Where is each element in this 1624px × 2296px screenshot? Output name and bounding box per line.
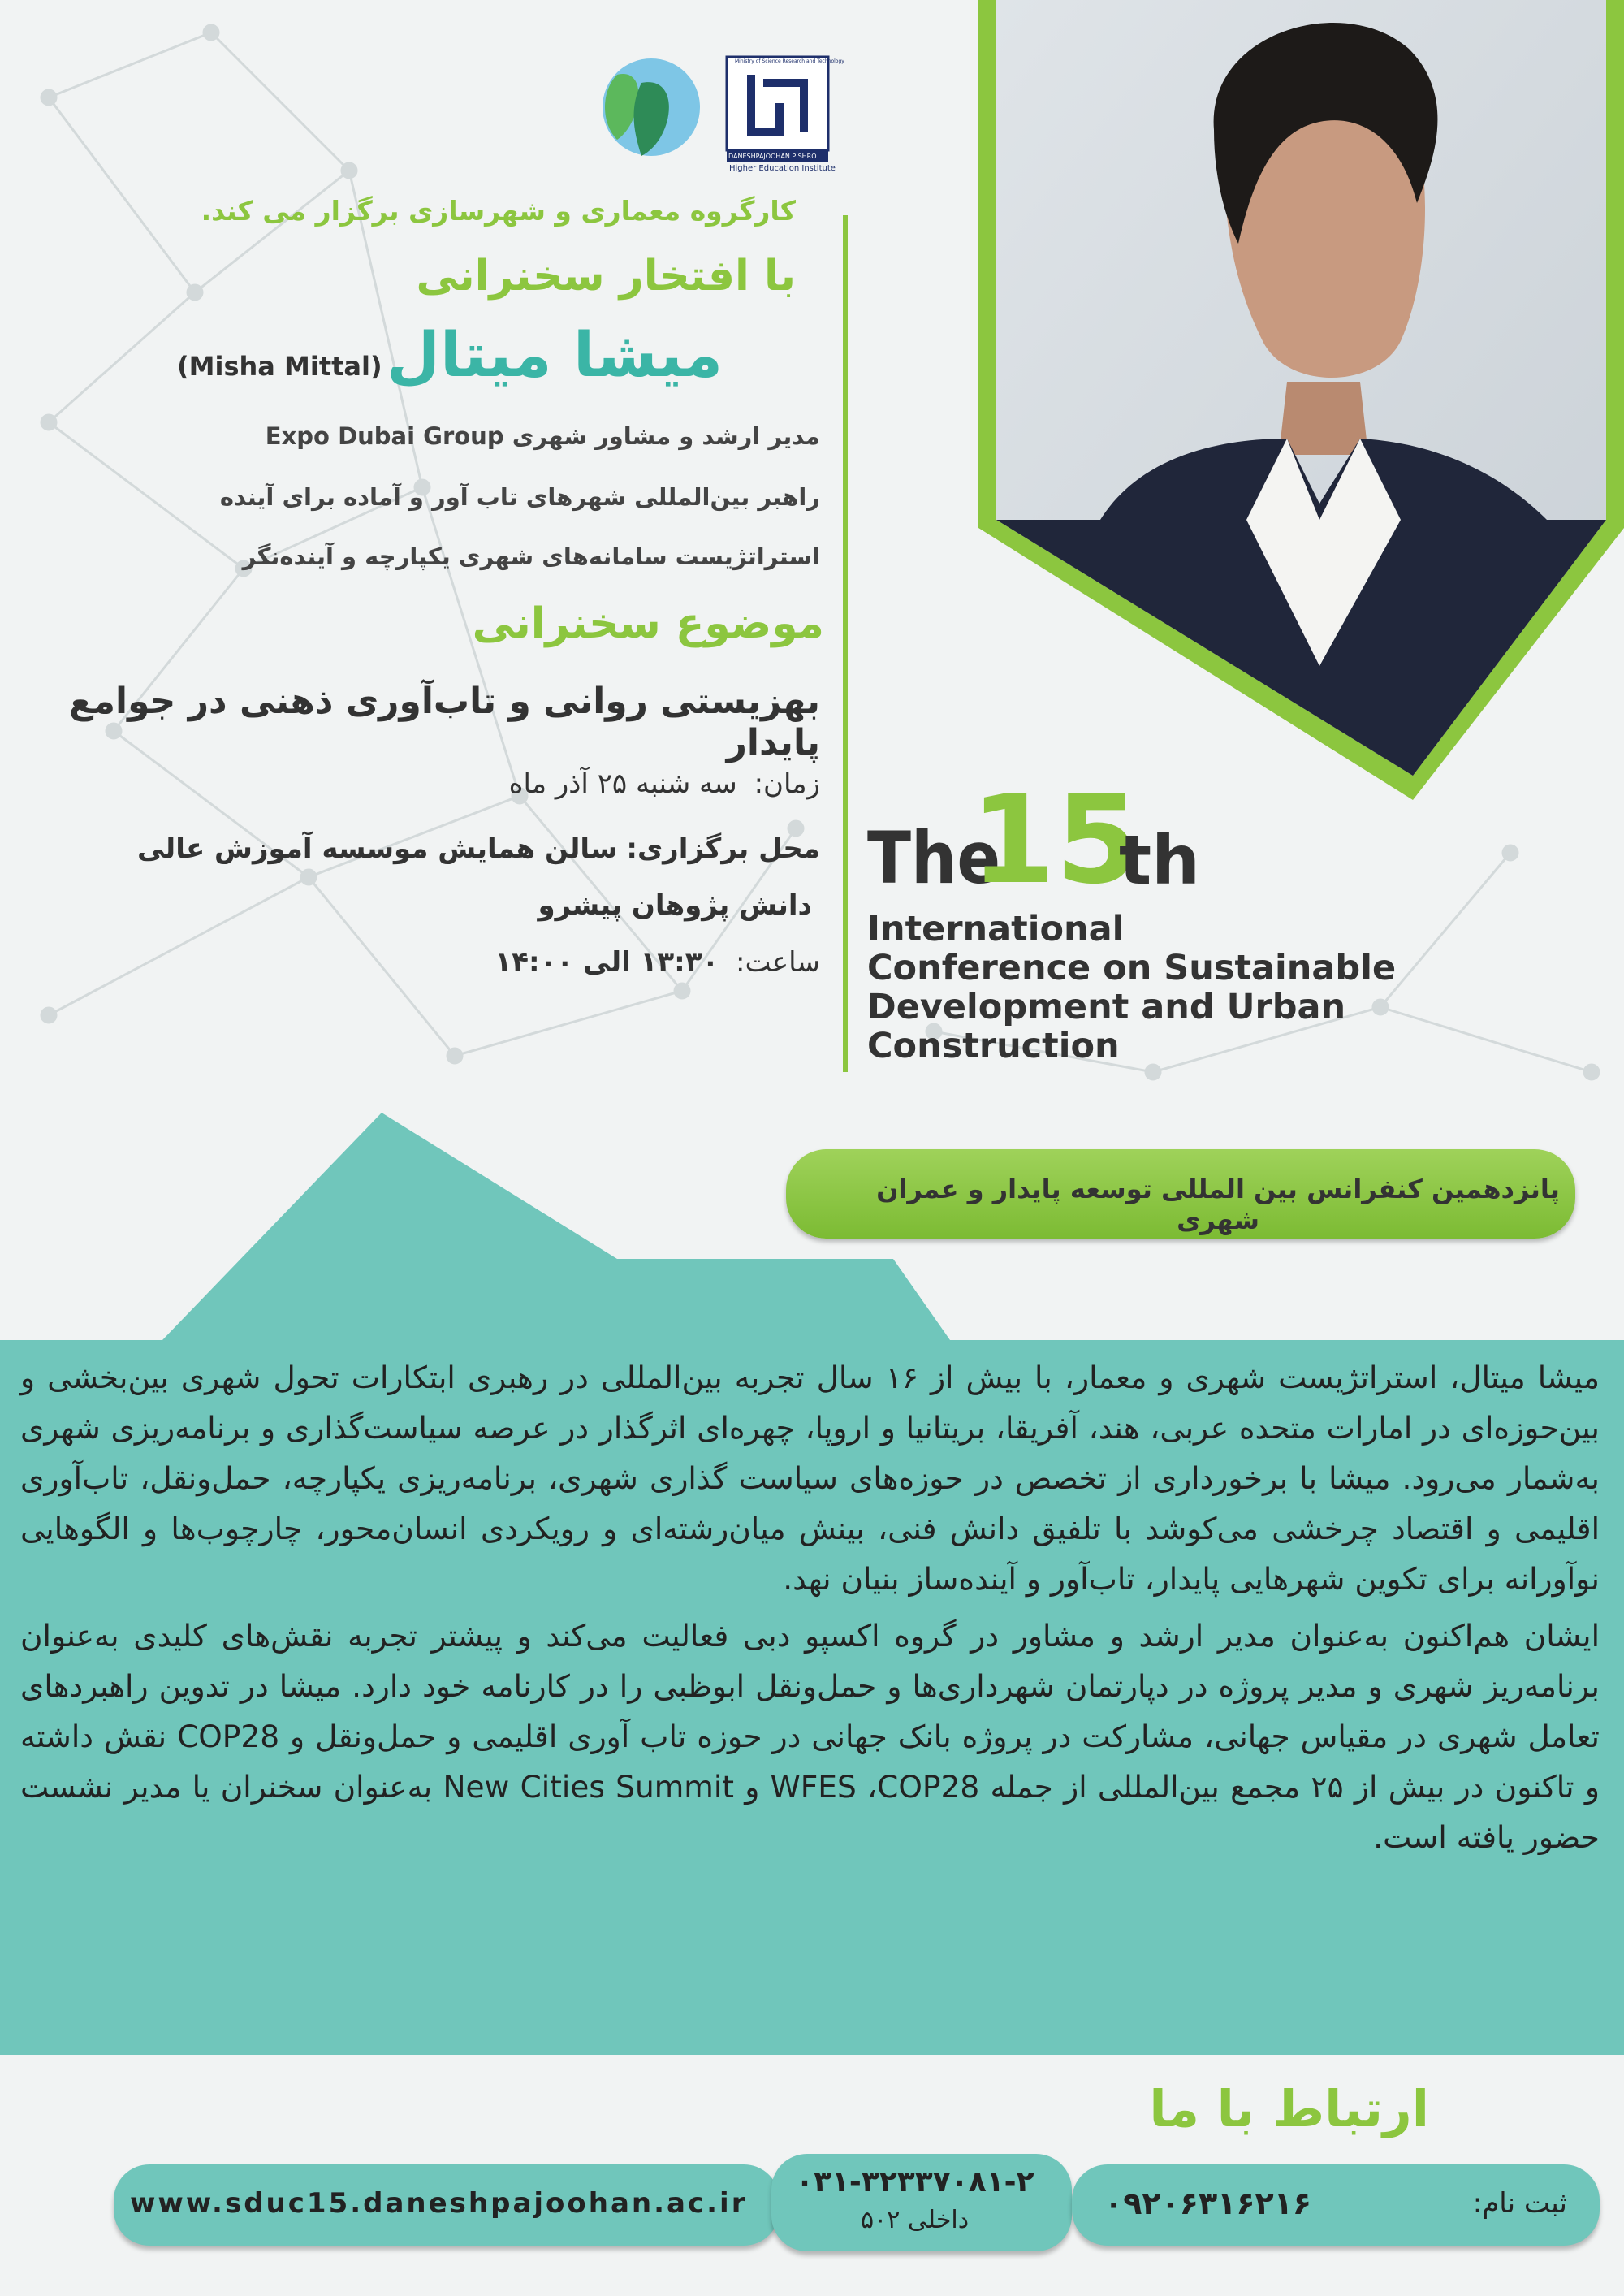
vertical-divider	[843, 215, 848, 1072]
conference-number: 15	[970, 770, 1140, 911]
conference-line-4: Construction	[867, 1026, 1120, 1066]
speaker-bio	[20, 1352, 1600, 1869]
speaker-name: میشا میتال	[387, 318, 723, 391]
speaker-role-3: استراتژیست سامانه‌های شهری یکپارچه و آینده‌نگر	[242, 543, 820, 570]
registration-label: ثبت نام:	[1472, 2187, 1567, 2220]
time-value: سه شنبه ۲۵ آذر ماه	[508, 767, 737, 800]
time-label: زمان:	[754, 767, 820, 800]
website-pill[interactable]	[114, 2164, 780, 2246]
logos-area	[585, 50, 844, 180]
contact-heading: ارتباط با ما	[1149, 2079, 1429, 2138]
speaker-latin-name: (Misha Mittal)	[177, 351, 382, 382]
organizer-text: کارگروه معماری و شهرسازی برگزار می کند.	[201, 195, 796, 227]
website-link[interactable]: www.sduc15.daneshpajoohan.ac.ir	[130, 2187, 748, 2220]
honor-heading: با افتخار سخنرانی	[416, 252, 796, 301]
bio-paragraph-2: ایشان هم‌اکنون به‌عنوان مدیر ارشد و مشاور در گروه اکسپو دبی فعالیت می‌کند و پیشتر تجربه نقش‌های کلیدی به‌عنوان برنامه‌ریز شهری و مدیر پروژه در دپارتمان شهرداری‌ها و حمل‌ونقل ابوظبی را در کارنامه خود دارد. میشا در تدوین راهبردهای تعامل شهری در مقیاس جهانی، مشارکت در پروژه بانک جهانی در حوزه تاب آوری اقلیمی و حمل‌ونقل و COP28 نقش داشته و تاکنون در بیش از ۲۵ مجمع بین‌المللی از جمله WFES ،COP28 و New Cities Summit به‌عنوان سخنران یا مدیر نشست حضور یافته است.	[20, 1618, 1600, 1855]
ministry-text: Ministry of Science Research and Technology	[735, 58, 844, 64]
place-label: محل برگزاری:	[626, 832, 820, 865]
place-value-1: سالن همایش موسسه آموزش عالی	[137, 832, 618, 865]
conference-subtitle	[867, 910, 1403, 1066]
place-value-2: دانش پژوهان پیشرو	[538, 889, 812, 922]
event-place	[137, 832, 820, 865]
speaker-photo	[978, 0, 1624, 800]
banner-text: پانزدهمین کنفرانس بین المللی توسعه پایدار و عمران شهری	[876, 1174, 1560, 1235]
conference-the: The	[867, 816, 1001, 900]
phone-pill	[771, 2154, 1072, 2251]
bio-paragraph-1: میشا میتال، استراتژیست شهری و معمار، با بیش از ۱۶ سال تجربه بین‌المللی در رهبری ابتکارات تحول شهری بین‌بخشی و بین‌حوزه‌ای در امارات متحده عربی، هند، آفریقا، بریتانیا و اروپا، چهره‌ای اثرگذار در عرصه سیاست‌گذاری و برنامه‌ریزی شهری به‌شمار می‌رود. میشا با برخورداری از تخصص در حوزه‌های سیاست گذاری شهری، برنامه‌ریزی یکپارچه، حمل‌ونقل، تاب‌آوری اقلیمی و اقتصاد چرخشی می‌کوشد با تلفیق دانش فنی، بینش میان‌رشته‌ای و رویکردی انسان‌محور، چارچوب‌ها و الگوهایی نوآورانه برای تکوین شهرهایی پایدار، تاب‌آور و آینده‌ساز بنیان نهد.	[20, 1360, 1600, 1597]
phone-extension: داخلی ۵۰۲	[861, 2206, 970, 2234]
conference-line-3: Development and Urban	[867, 987, 1346, 1027]
conference-line-1: International	[867, 909, 1125, 949]
topic-heading: موضوع سخنرانی	[472, 599, 824, 648]
registration-pill	[1072, 2164, 1600, 2246]
institute-name: DANESHPAJOOHAN PISHRO	[728, 153, 817, 160]
institute-sub: Higher Education Institute	[729, 164, 836, 173]
topic-title: بهزیستی روانی و تاب‌آوری ذهنی در جوامع پایدار	[68, 681, 820, 763]
speaker-role-1: مدیر ارشد و مشاور شهری Expo Dubai Group	[265, 422, 820, 450]
event-time	[509, 767, 820, 800]
event-hour	[495, 946, 820, 979]
hour-value: ۱۳:۳۰ الی ۱۴:۰۰	[495, 946, 719, 979]
registration-phone: ۰۹۲۰۶۳۱۶۲۱۶	[1104, 2186, 1312, 2221]
speaker-role-2: راهبر بین‌المللی شهرهای تاب آور و آماده برای آینده	[219, 483, 820, 511]
hour-label: ساعت:	[736, 946, 820, 979]
institute-logo	[585, 50, 844, 180]
conference-suffix: th	[1119, 820, 1200, 900]
phone-number: ۰۳۱-۳۲۳۳۷۰۸۱-۲	[796, 2165, 1034, 2199]
conference-line-2: Conference on Sustainable	[867, 948, 1397, 988]
